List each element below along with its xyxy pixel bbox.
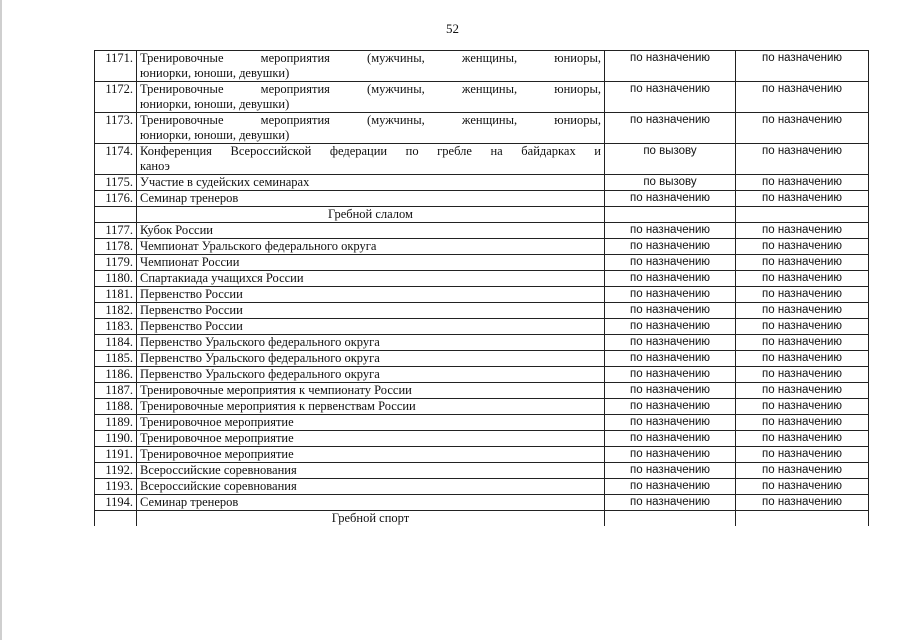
table-row bbox=[95, 383, 869, 399]
assignment-cell: по назначению bbox=[605, 319, 736, 335]
funding-cell: по назначению bbox=[736, 113, 869, 144]
page-number: 52 bbox=[446, 21, 459, 36]
event-name: Участие в судейских семинарах bbox=[137, 175, 605, 191]
event-name: Семинар тренеров bbox=[137, 495, 605, 511]
table-row bbox=[95, 335, 869, 351]
row-number: 1172. bbox=[95, 82, 137, 113]
table-row bbox=[95, 399, 869, 415]
row-number bbox=[95, 207, 137, 223]
row-number: 1176. bbox=[95, 191, 137, 207]
row-number: 1191. bbox=[95, 447, 137, 463]
funding-cell: по назначению bbox=[736, 303, 869, 319]
event-name: Первенство России bbox=[137, 287, 605, 303]
section-row bbox=[95, 207, 869, 223]
table-row bbox=[95, 463, 869, 479]
assignment-cell: по назначению bbox=[605, 495, 736, 511]
assignment-cell: по назначению bbox=[605, 255, 736, 271]
funding-cell: по назначению bbox=[736, 223, 869, 239]
assignment-cell: по назначению bbox=[605, 415, 736, 431]
row-number: 1174. bbox=[95, 144, 137, 175]
assignment-cell: по назначению bbox=[605, 479, 736, 495]
funding-cell: по назначению bbox=[736, 191, 869, 207]
event-name-line: Тренировочные мероприятия (мужчины, женщины, юниоры, bbox=[140, 51, 601, 65]
event-name: Первенство России bbox=[137, 319, 605, 335]
event-name bbox=[137, 82, 605, 113]
funding-cell: по назначению bbox=[736, 144, 869, 175]
events-table bbox=[94, 50, 869, 526]
event-name: Кубок России bbox=[137, 223, 605, 239]
table-row bbox=[95, 255, 869, 271]
assignment-cell: по назначению bbox=[605, 447, 736, 463]
row-number: 1192. bbox=[95, 463, 137, 479]
event-name: Чемпионат России bbox=[137, 255, 605, 271]
assignment-cell: по назначению bbox=[605, 431, 736, 447]
table-row bbox=[95, 144, 869, 175]
section-title: Гребной слалом bbox=[137, 207, 605, 223]
event-name: Первенство Уральского федерального округа bbox=[137, 367, 605, 383]
event-name-line: Тренировочные мероприятия (мужчины, женщины, юниоры, bbox=[140, 82, 601, 96]
assignment-cell: по назначению bbox=[605, 463, 736, 479]
page-edge bbox=[0, 0, 2, 640]
event-name bbox=[137, 113, 605, 144]
row-number bbox=[95, 511, 137, 527]
event-name-line: юниорки, юноши, девушки) bbox=[140, 128, 290, 142]
row-number: 1188. bbox=[95, 399, 137, 415]
row-number: 1173. bbox=[95, 113, 137, 144]
assignment-cell: по назначению bbox=[605, 351, 736, 367]
table-row bbox=[95, 351, 869, 367]
funding-cell: по назначению bbox=[736, 351, 869, 367]
event-name: Первенство России bbox=[137, 303, 605, 319]
row-number: 1177. bbox=[95, 223, 137, 239]
row-number: 1194. bbox=[95, 495, 137, 511]
funding-cell: по назначению bbox=[736, 447, 869, 463]
event-name-line: Тренировочные мероприятия (мужчины, женщины, юниоры, bbox=[140, 113, 601, 127]
table-row bbox=[95, 191, 869, 207]
assignment-cell: по назначению bbox=[605, 399, 736, 415]
table-row bbox=[95, 479, 869, 495]
funding-cell: по назначению bbox=[736, 495, 869, 511]
table-row bbox=[95, 113, 869, 144]
row-number: 1175. bbox=[95, 175, 137, 191]
event-name: Всероссийские соревнования bbox=[137, 463, 605, 479]
table-row bbox=[95, 319, 869, 335]
table-row bbox=[95, 82, 869, 113]
assignment-cell: по вызову bbox=[605, 144, 736, 175]
funding-cell: по назначению bbox=[736, 431, 869, 447]
table-row bbox=[95, 367, 869, 383]
assignment-cell: по назначению bbox=[605, 271, 736, 287]
row-number: 1185. bbox=[95, 351, 137, 367]
table-row bbox=[95, 431, 869, 447]
event-name bbox=[137, 51, 605, 82]
row-number: 1184. bbox=[95, 335, 137, 351]
table-row bbox=[95, 239, 869, 255]
row-number: 1171. bbox=[95, 51, 137, 82]
event-name: Тренировочные мероприятия к чемпионату России bbox=[137, 383, 605, 399]
funding-cell: по назначению bbox=[736, 51, 869, 82]
event-name-line: юниорки, юноши, девушки) bbox=[140, 66, 290, 80]
row-number: 1189. bbox=[95, 415, 137, 431]
row-number: 1183. bbox=[95, 319, 137, 335]
funding-cell: по назначению bbox=[736, 82, 869, 113]
event-name-line: Конференция Всероссийской федерации по гребле на байдарках и bbox=[140, 144, 601, 158]
row-number: 1187. bbox=[95, 383, 137, 399]
funding-cell: по назначению bbox=[736, 399, 869, 415]
funding-cell: по назначению bbox=[736, 175, 869, 191]
table-row bbox=[95, 175, 869, 191]
event-name: Тренировочное мероприятие bbox=[137, 447, 605, 463]
funding-cell: по назначению bbox=[736, 271, 869, 287]
assignment-cell: по вызову bbox=[605, 175, 736, 191]
funding-cell: по назначению bbox=[736, 463, 869, 479]
funding-cell: по назначению bbox=[736, 287, 869, 303]
row-number: 1178. bbox=[95, 239, 137, 255]
row-number: 1190. bbox=[95, 431, 137, 447]
table-row bbox=[95, 495, 869, 511]
event-name: Тренировочное мероприятие bbox=[137, 415, 605, 431]
table-row bbox=[95, 415, 869, 431]
table-row bbox=[95, 447, 869, 463]
event-name: Всероссийские соревнования bbox=[137, 479, 605, 495]
row-number: 1180. bbox=[95, 271, 137, 287]
section-row bbox=[95, 511, 869, 527]
row-number: 1182. bbox=[95, 303, 137, 319]
funding-cell bbox=[736, 511, 869, 527]
assignment-cell bbox=[605, 511, 736, 527]
assignment-cell: по назначению bbox=[605, 51, 736, 82]
table-row bbox=[95, 303, 869, 319]
funding-cell: по назначению bbox=[736, 367, 869, 383]
event-name: Чемпионат Уральского федерального округа bbox=[137, 239, 605, 255]
row-number: 1193. bbox=[95, 479, 137, 495]
event-name: Первенство Уральского федерального округа bbox=[137, 335, 605, 351]
event-name: Спартакиада учащихся России bbox=[137, 271, 605, 287]
row-number: 1179. bbox=[95, 255, 137, 271]
event-name bbox=[137, 144, 605, 175]
assignment-cell: по назначению bbox=[605, 239, 736, 255]
row-number: 1186. bbox=[95, 367, 137, 383]
event-name: Тренировочные мероприятия к первенствам России bbox=[137, 399, 605, 415]
assignment-cell: по назначению bbox=[605, 367, 736, 383]
assignment-cell: по назначению bbox=[605, 113, 736, 144]
assignment-cell: по назначению bbox=[605, 287, 736, 303]
assignment-cell: по назначению bbox=[605, 223, 736, 239]
section-title: Гребной спорт bbox=[137, 511, 605, 527]
assignment-cell: по назначению bbox=[605, 191, 736, 207]
funding-cell: по назначению bbox=[736, 479, 869, 495]
event-name: Тренировочное мероприятие bbox=[137, 431, 605, 447]
assignment-cell bbox=[605, 207, 736, 223]
event-name-line: каноэ bbox=[140, 159, 170, 173]
row-number: 1181. bbox=[95, 287, 137, 303]
funding-cell: по назначению bbox=[736, 415, 869, 431]
table-row bbox=[95, 287, 869, 303]
funding-cell: по назначению bbox=[736, 383, 869, 399]
event-name: Первенство Уральского федерального округа bbox=[137, 351, 605, 367]
funding-cell: по назначению bbox=[736, 239, 869, 255]
table-row bbox=[95, 223, 869, 239]
funding-cell bbox=[736, 207, 869, 223]
funding-cell: по назначению bbox=[736, 335, 869, 351]
assignment-cell: по назначению bbox=[605, 82, 736, 113]
funding-cell: по назначению bbox=[736, 319, 869, 335]
assignment-cell: по назначению bbox=[605, 383, 736, 399]
table-row bbox=[95, 271, 869, 287]
funding-cell: по назначению bbox=[736, 255, 869, 271]
assignment-cell: по назначению bbox=[605, 303, 736, 319]
event-name: Семинар тренеров bbox=[137, 191, 605, 207]
event-name-line: юниорки, юноши, девушки) bbox=[140, 97, 290, 111]
table-row bbox=[95, 51, 869, 82]
assignment-cell: по назначению bbox=[605, 335, 736, 351]
